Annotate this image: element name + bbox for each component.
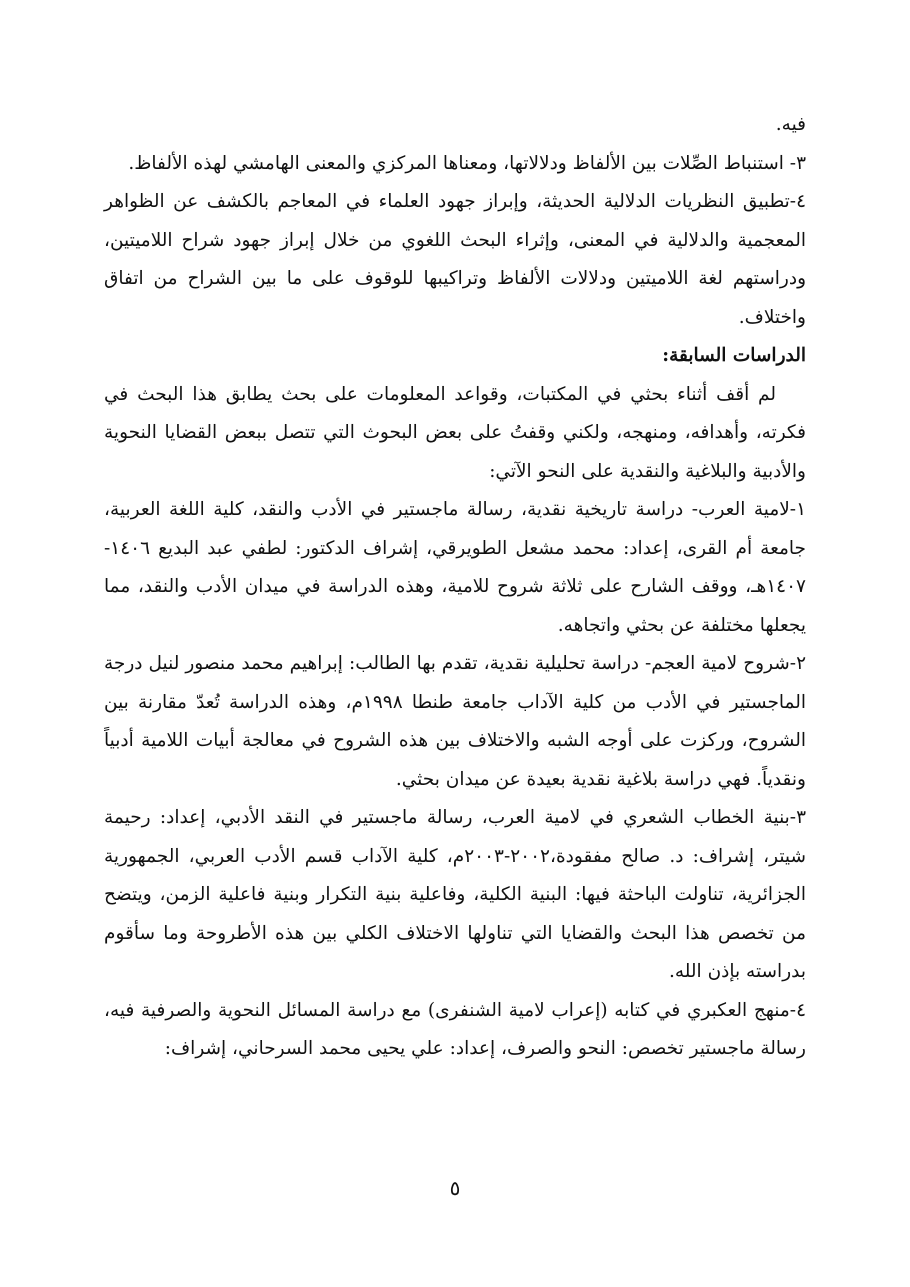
study-item-2: ٢-شروح لامية العجم- دراسة تحليلية نقدية، تقدم بها الطالب: إبراهيم محمد منصور لنيل درجة الماجستير في الأدب من كلية الآداب جامعة طنطا ١٩٩٨م، وهذه الدراسة تُعدّ مقارنة بين الشروح، وركزت على أوجه الشبه والاختلاف بين هذه الشروح في معالجة أبيات اللامية أدبياً ونقدياً. فهي دراسة بلاغية نقدية بعيدة عن ميدان بحثي.: [104, 653, 807, 790]
page-number: ٥: [449, 1176, 461, 1200]
objective-item-3: ٣- استنباط الصِّلات بين الألفاظ ودلالاتها، ومعناها المركزي والمعنى الهامشي لهذه الألفاظ.: [128, 152, 806, 174]
study-item-4: ٤-منهج العكبري في كتابه (إعراب لامية الشنفرى) مع دراسة المسائل النحوية والصرفية فيه، رسالة ماجستير تخصص: النحو والصرف، إعداد: علي يحيى محمد السرحاني، إشراف:: [104, 999, 806, 1059]
study-item-3: ٣-بنية الخطاب الشعري في لامية العرب، رسالة ماجستير في النقد الأدبي، إعداد: رحيمة شيتر، إشراف: د. صالح مفقودة،٢٠٠٢-٢٠٠٣م، كلية الآداب قسم الأدب العربي، الجمهورية الجزائرية، تناولت الباحثة فيها: البنية الكلية، وفاعلية بنية التكرار وبنية فاعلية الزمن، ويتضح من تخصص هذا البحث والقضايا التي تناولها الاختلاف الكلي بين هذه الأطروحة وما سأقوم بدراسته بإذن الله.: [104, 807, 806, 982]
section-heading: الدراسات السابقة:: [662, 345, 806, 366]
continuation-text: فيه.: [775, 114, 806, 135]
study-item-1: ١-لامية العرب- دراسة تاريخية نقدية، رسالة ماجستير في الأدب والنقد، كلية اللغة العربية، جامعة أم القرى، إعداد: محمد مشعل الطويرقي، إشراف الدكتور: لطفي عبد البديع ١٤٠٦- ١٤٠٧هـ، ووقف الشارح على ثلاثة شروح للامية، وهذه الدراسة في ميدان الأدب والنقد، مما يجعلها مختلفة عن بحثي واتجاهه.: [104, 499, 806, 636]
objective-item-4: ٤-تطبيق النظريات الدلالية الحديثة، وإبراز جهود العلماء في المعاجم بالكشف عن الظواهر المعجمية والدلالية في المعنى، وإثراء البحث اللغوي من خلال إبراز جهود شراح اللاميتين، ودراستهم لغة اللاميتين ودلالات الألفاظ وتراكيبها للوقوف على ما بين الشراح من اتفاق واختلاف.: [104, 191, 806, 328]
intro-paragraph: لم أقف أثناء بحثي في المكتبات، وقواعد المعلومات على بحث يطابق هذا البحث في فكرته، وأهدافه، ومنهجه، ولكني وقفتُ على بعض البحوث التي تتصل ببعض القضايا النحوية والأدبية والبلاغية والنقدية على النحو الآتي:: [104, 383, 806, 482]
page-body: [104, 106, 806, 1069]
